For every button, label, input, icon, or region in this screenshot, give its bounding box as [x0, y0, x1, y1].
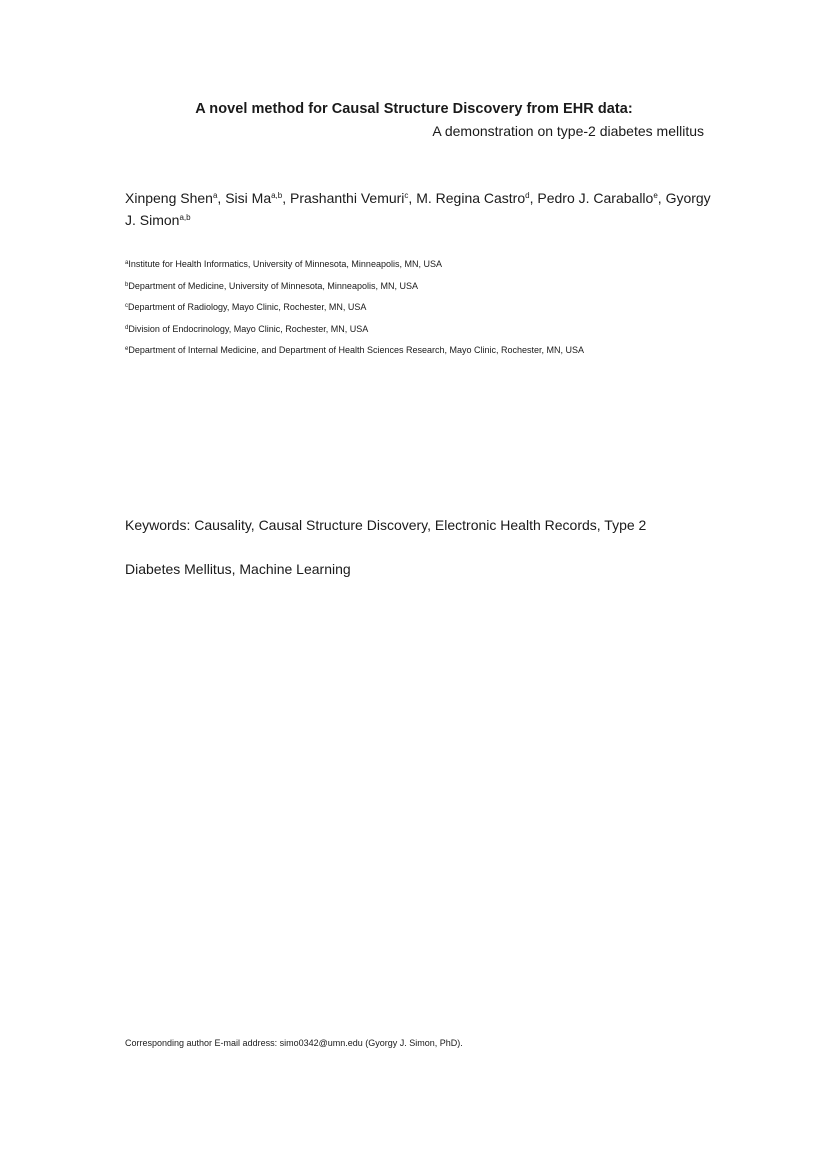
- author: [537, 190, 665, 206]
- affiliation-list: [125, 257, 715, 365]
- author-affiliation-mark: a,b: [271, 191, 283, 200]
- affiliation-item: [125, 343, 715, 365]
- author-affiliation-mark: d: [525, 191, 530, 200]
- author-affiliation-mark: e: [653, 191, 658, 200]
- paper-subtitle: A demonstration on type-2 diabetes mellitus: [432, 123, 704, 139]
- affiliation-text: Department of Internal Medicine, and Department of Health Sciences Research, Mayo Clinic, Rochester, MN, USA: [128, 345, 585, 355]
- affiliation-item: [125, 300, 715, 322]
- affiliation-text: Institute for Health Informatics, University of Minnesota, Minneapolis, MN, USA: [128, 259, 442, 269]
- affiliation-mark: c: [125, 303, 128, 309]
- author-name: M. Regina Castro: [416, 190, 526, 206]
- affiliation-mark: e: [125, 346, 129, 352]
- affiliation-mark: a: [125, 260, 129, 266]
- keywords: Keywords: Causality, Causal Structure Discovery, Electronic Health Records, Type 2 Diabetes Mellitus, Machine Learning: [125, 517, 647, 577]
- author-affiliation-mark: c: [404, 191, 409, 200]
- affiliation-mark: b: [125, 281, 129, 288]
- author-name: Prashanthi Vemuri: [290, 190, 405, 206]
- corresponding-author-note: Corresponding author E-mail address: simo0342@umn.edu (Gyorgy J. Simon, PhD).: [125, 1038, 463, 1048]
- author-name: Gyorgy J. Simon: [125, 190, 711, 228]
- author-separator: ,: [408, 190, 417, 206]
- author: [125, 190, 225, 206]
- affiliation-text: Department of Radiology, Mayo Clinic, Rochester, MN, USA: [128, 302, 367, 312]
- paper-title: A novel method for Causal Structure Discovery from EHR data:: [195, 101, 633, 117]
- author-name: Xinpeng Shen: [125, 190, 213, 206]
- author: [290, 190, 416, 206]
- author-name: Sisi Ma: [225, 190, 272, 206]
- author-affiliation-mark: a: [212, 191, 218, 200]
- author-name: Pedro J. Caraballo: [537, 190, 654, 206]
- affiliation-mark: d: [125, 324, 129, 331]
- author-separator: ,: [529, 190, 538, 206]
- author-affiliation-mark: a,b: [179, 213, 191, 222]
- author-list: [125, 187, 715, 231]
- author-separator: ,: [217, 190, 226, 206]
- affiliation-text: Division of Endocrinology, Mayo Clinic, Rochester, MN, USA: [128, 323, 369, 334]
- affiliation-text: Department of Medicine, University of Minnesota, Minneapolis, MN, USA: [128, 280, 418, 291]
- affiliation-item: [125, 279, 715, 301]
- author-separator: ,: [657, 190, 666, 206]
- affiliation-item: [125, 322, 715, 344]
- author: [416, 190, 537, 206]
- affiliation-item: [125, 257, 715, 279]
- author: [225, 190, 290, 206]
- author-separator: ,: [282, 190, 291, 206]
